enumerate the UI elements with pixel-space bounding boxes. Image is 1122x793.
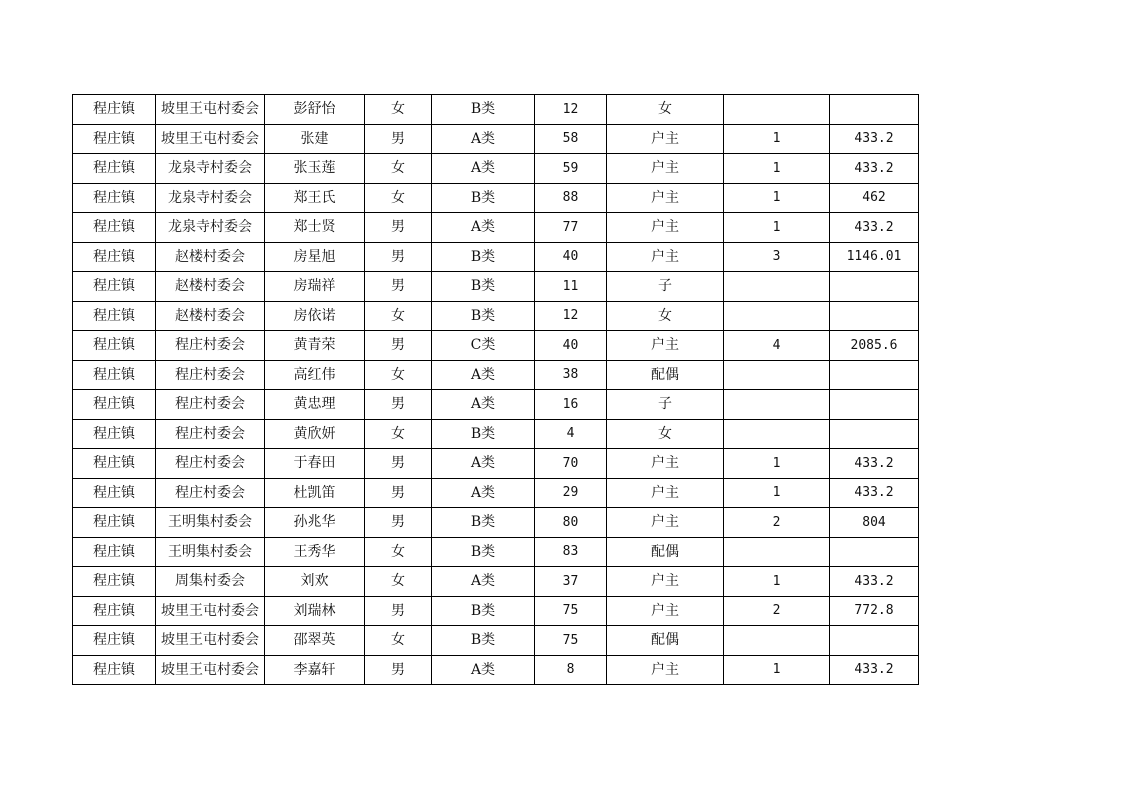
amount-cell bbox=[830, 537, 919, 567]
amount-cell: 433.2 bbox=[830, 567, 919, 597]
category-cell: C类 bbox=[432, 331, 535, 361]
relation-cell: 户主 bbox=[607, 183, 724, 213]
category-cell: A类 bbox=[432, 449, 535, 479]
category-cell: B类 bbox=[432, 596, 535, 626]
table-row bbox=[73, 567, 919, 597]
gender-cell: 女 bbox=[365, 95, 432, 125]
gender-cell: 男 bbox=[365, 124, 432, 154]
category-cell: A类 bbox=[432, 154, 535, 184]
gender-cell: 男 bbox=[365, 331, 432, 361]
amount-cell bbox=[830, 301, 919, 331]
category-cell: A类 bbox=[432, 390, 535, 420]
relation-cell: 子 bbox=[607, 272, 724, 302]
gender-cell: 女 bbox=[365, 360, 432, 390]
relation-cell: 户主 bbox=[607, 478, 724, 508]
age-cell: 12 bbox=[535, 301, 607, 331]
household-count-cell: 2 bbox=[724, 596, 830, 626]
village-committee-cell: 周集村委会 bbox=[156, 567, 265, 597]
assistance-records-table bbox=[72, 94, 919, 685]
relation-cell: 配偶 bbox=[607, 360, 724, 390]
table-row bbox=[73, 478, 919, 508]
amount-cell bbox=[830, 419, 919, 449]
relation-cell: 子 bbox=[607, 390, 724, 420]
relation-cell: 女 bbox=[607, 301, 724, 331]
amount-cell bbox=[830, 390, 919, 420]
age-cell: 37 bbox=[535, 567, 607, 597]
household-count-cell: 1 bbox=[724, 478, 830, 508]
age-cell: 80 bbox=[535, 508, 607, 538]
village-committee-cell: 龙泉寺村委会 bbox=[156, 183, 265, 213]
name-cell: 王秀华 bbox=[265, 537, 365, 567]
amount-cell: 2085.6 bbox=[830, 331, 919, 361]
age-cell: 16 bbox=[535, 390, 607, 420]
category-cell: A类 bbox=[432, 567, 535, 597]
name-cell: 房瑞祥 bbox=[265, 272, 365, 302]
age-cell: 4 bbox=[535, 419, 607, 449]
gender-cell: 女 bbox=[365, 183, 432, 213]
town-cell: 程庄镇 bbox=[73, 124, 156, 154]
village-committee-cell: 赵楼村委会 bbox=[156, 272, 265, 302]
relation-cell: 户主 bbox=[607, 242, 724, 272]
household-count-cell: 1 bbox=[724, 655, 830, 685]
gender-cell: 男 bbox=[365, 655, 432, 685]
town-cell: 程庄镇 bbox=[73, 655, 156, 685]
town-cell: 程庄镇 bbox=[73, 154, 156, 184]
relation-cell: 户主 bbox=[607, 124, 724, 154]
town-cell: 程庄镇 bbox=[73, 390, 156, 420]
household-count-cell: 1 bbox=[724, 124, 830, 154]
town-cell: 程庄镇 bbox=[73, 596, 156, 626]
category-cell: A类 bbox=[432, 213, 535, 243]
village-committee-cell: 坡里王屯村委会 bbox=[156, 124, 265, 154]
age-cell: 11 bbox=[535, 272, 607, 302]
category-cell: B类 bbox=[432, 419, 535, 449]
name-cell: 郑士贤 bbox=[265, 213, 365, 243]
town-cell: 程庄镇 bbox=[73, 242, 156, 272]
name-cell: 孙兆华 bbox=[265, 508, 365, 538]
amount-cell: 433.2 bbox=[830, 213, 919, 243]
table-row bbox=[73, 272, 919, 302]
table-row bbox=[73, 331, 919, 361]
name-cell: 刘欢 bbox=[265, 567, 365, 597]
amount-cell bbox=[830, 272, 919, 302]
household-count-cell bbox=[724, 301, 830, 331]
name-cell: 于春田 bbox=[265, 449, 365, 479]
household-count-cell: 1 bbox=[724, 567, 830, 597]
age-cell: 83 bbox=[535, 537, 607, 567]
household-count-cell: 1 bbox=[724, 449, 830, 479]
category-cell: A类 bbox=[432, 360, 535, 390]
age-cell: 29 bbox=[535, 478, 607, 508]
household-count-cell bbox=[724, 360, 830, 390]
gender-cell: 男 bbox=[365, 390, 432, 420]
age-cell: 40 bbox=[535, 242, 607, 272]
relation-cell: 女 bbox=[607, 419, 724, 449]
village-committee-cell: 程庄村委会 bbox=[156, 449, 265, 479]
age-cell: 38 bbox=[535, 360, 607, 390]
relation-cell: 户主 bbox=[607, 154, 724, 184]
gender-cell: 男 bbox=[365, 596, 432, 626]
town-cell: 程庄镇 bbox=[73, 419, 156, 449]
table-row bbox=[73, 242, 919, 272]
name-cell: 房星旭 bbox=[265, 242, 365, 272]
amount-cell: 433.2 bbox=[830, 124, 919, 154]
table-row bbox=[73, 301, 919, 331]
town-cell: 程庄镇 bbox=[73, 626, 156, 656]
age-cell: 75 bbox=[535, 596, 607, 626]
town-cell: 程庄镇 bbox=[73, 95, 156, 125]
town-cell: 程庄镇 bbox=[73, 272, 156, 302]
village-committee-cell: 坡里王屯村委会 bbox=[156, 655, 265, 685]
spreadsheet-page bbox=[72, 94, 919, 685]
table-row bbox=[73, 154, 919, 184]
household-count-cell: 1 bbox=[724, 213, 830, 243]
village-committee-cell: 王明集村委会 bbox=[156, 508, 265, 538]
household-count-cell bbox=[724, 419, 830, 449]
name-cell: 黄忠理 bbox=[265, 390, 365, 420]
household-count-cell bbox=[724, 390, 830, 420]
household-count-cell: 4 bbox=[724, 331, 830, 361]
age-cell: 58 bbox=[535, 124, 607, 154]
gender-cell: 女 bbox=[365, 537, 432, 567]
category-cell: B类 bbox=[432, 301, 535, 331]
age-cell: 88 bbox=[535, 183, 607, 213]
table-row bbox=[73, 390, 919, 420]
age-cell: 8 bbox=[535, 655, 607, 685]
town-cell: 程庄镇 bbox=[73, 331, 156, 361]
gender-cell: 女 bbox=[365, 154, 432, 184]
village-committee-cell: 龙泉寺村委会 bbox=[156, 154, 265, 184]
table-row bbox=[73, 596, 919, 626]
village-committee-cell: 坡里王屯村委会 bbox=[156, 626, 265, 656]
name-cell: 彭舒怡 bbox=[265, 95, 365, 125]
category-cell: A类 bbox=[432, 124, 535, 154]
amount-cell: 804 bbox=[830, 508, 919, 538]
household-count-cell bbox=[724, 537, 830, 567]
category-cell: B类 bbox=[432, 626, 535, 656]
town-cell: 程庄镇 bbox=[73, 449, 156, 479]
table-row bbox=[73, 360, 919, 390]
gender-cell: 女 bbox=[365, 567, 432, 597]
household-count-cell: 1 bbox=[724, 154, 830, 184]
gender-cell: 女 bbox=[365, 626, 432, 656]
amount-cell bbox=[830, 360, 919, 390]
village-committee-cell: 坡里王屯村委会 bbox=[156, 95, 265, 125]
village-committee-cell: 程庄村委会 bbox=[156, 390, 265, 420]
amount-cell: 772.8 bbox=[830, 596, 919, 626]
household-count-cell bbox=[724, 95, 830, 125]
household-count-cell: 3 bbox=[724, 242, 830, 272]
relation-cell: 户主 bbox=[607, 655, 724, 685]
village-committee-cell: 坡里王屯村委会 bbox=[156, 596, 265, 626]
table-row bbox=[73, 124, 919, 154]
town-cell: 程庄镇 bbox=[73, 213, 156, 243]
age-cell: 40 bbox=[535, 331, 607, 361]
household-count-cell bbox=[724, 272, 830, 302]
name-cell: 李嘉轩 bbox=[265, 655, 365, 685]
table-row bbox=[73, 419, 919, 449]
relation-cell: 配偶 bbox=[607, 626, 724, 656]
table-row bbox=[73, 655, 919, 685]
village-committee-cell: 王明集村委会 bbox=[156, 537, 265, 567]
gender-cell: 男 bbox=[365, 213, 432, 243]
gender-cell: 男 bbox=[365, 242, 432, 272]
village-committee-cell: 程庄村委会 bbox=[156, 360, 265, 390]
category-cell: B类 bbox=[432, 508, 535, 538]
household-count-cell bbox=[724, 626, 830, 656]
village-committee-cell: 赵楼村委会 bbox=[156, 301, 265, 331]
age-cell: 12 bbox=[535, 95, 607, 125]
category-cell: A类 bbox=[432, 478, 535, 508]
table-row bbox=[73, 626, 919, 656]
amount-cell: 462 bbox=[830, 183, 919, 213]
relation-cell: 女 bbox=[607, 95, 724, 125]
town-cell: 程庄镇 bbox=[73, 567, 156, 597]
category-cell: B类 bbox=[432, 95, 535, 125]
age-cell: 75 bbox=[535, 626, 607, 656]
category-cell: B类 bbox=[432, 537, 535, 567]
town-cell: 程庄镇 bbox=[73, 183, 156, 213]
gender-cell: 男 bbox=[365, 508, 432, 538]
table-body bbox=[73, 95, 919, 685]
name-cell: 高红伟 bbox=[265, 360, 365, 390]
age-cell: 59 bbox=[535, 154, 607, 184]
town-cell: 程庄镇 bbox=[73, 478, 156, 508]
name-cell: 房依诺 bbox=[265, 301, 365, 331]
name-cell: 张建 bbox=[265, 124, 365, 154]
gender-cell: 男 bbox=[365, 478, 432, 508]
name-cell: 刘瑞林 bbox=[265, 596, 365, 626]
name-cell: 张玉莲 bbox=[265, 154, 365, 184]
table-row bbox=[73, 508, 919, 538]
village-committee-cell: 龙泉寺村委会 bbox=[156, 213, 265, 243]
name-cell: 邵翠英 bbox=[265, 626, 365, 656]
gender-cell: 男 bbox=[365, 272, 432, 302]
gender-cell: 女 bbox=[365, 301, 432, 331]
amount-cell: 1146.01 bbox=[830, 242, 919, 272]
table-row bbox=[73, 449, 919, 479]
age-cell: 77 bbox=[535, 213, 607, 243]
category-cell: B类 bbox=[432, 272, 535, 302]
relation-cell: 户主 bbox=[607, 596, 724, 626]
amount-cell: 433.2 bbox=[830, 154, 919, 184]
relation-cell: 户主 bbox=[607, 331, 724, 361]
household-count-cell: 2 bbox=[724, 508, 830, 538]
village-committee-cell: 赵楼村委会 bbox=[156, 242, 265, 272]
name-cell: 黄欣妍 bbox=[265, 419, 365, 449]
relation-cell: 户主 bbox=[607, 567, 724, 597]
amount-cell: 433.2 bbox=[830, 478, 919, 508]
amount-cell bbox=[830, 95, 919, 125]
town-cell: 程庄镇 bbox=[73, 537, 156, 567]
gender-cell: 男 bbox=[365, 449, 432, 479]
age-cell: 70 bbox=[535, 449, 607, 479]
name-cell: 郑王氏 bbox=[265, 183, 365, 213]
village-committee-cell: 程庄村委会 bbox=[156, 478, 265, 508]
relation-cell: 户主 bbox=[607, 508, 724, 538]
town-cell: 程庄镇 bbox=[73, 301, 156, 331]
table-row bbox=[73, 183, 919, 213]
relation-cell: 户主 bbox=[607, 449, 724, 479]
amount-cell: 433.2 bbox=[830, 449, 919, 479]
relation-cell: 户主 bbox=[607, 213, 724, 243]
gender-cell: 女 bbox=[365, 419, 432, 449]
household-count-cell: 1 bbox=[724, 183, 830, 213]
category-cell: A类 bbox=[432, 655, 535, 685]
village-committee-cell: 程庄村委会 bbox=[156, 419, 265, 449]
name-cell: 黄青荣 bbox=[265, 331, 365, 361]
village-committee-cell: 程庄村委会 bbox=[156, 331, 265, 361]
table-row bbox=[73, 213, 919, 243]
town-cell: 程庄镇 bbox=[73, 508, 156, 538]
table-row bbox=[73, 537, 919, 567]
amount-cell: 433.2 bbox=[830, 655, 919, 685]
relation-cell: 配偶 bbox=[607, 537, 724, 567]
town-cell: 程庄镇 bbox=[73, 360, 156, 390]
category-cell: B类 bbox=[432, 183, 535, 213]
category-cell: B类 bbox=[432, 242, 535, 272]
amount-cell bbox=[830, 626, 919, 656]
name-cell: 杜凯笛 bbox=[265, 478, 365, 508]
table-row bbox=[73, 95, 919, 125]
